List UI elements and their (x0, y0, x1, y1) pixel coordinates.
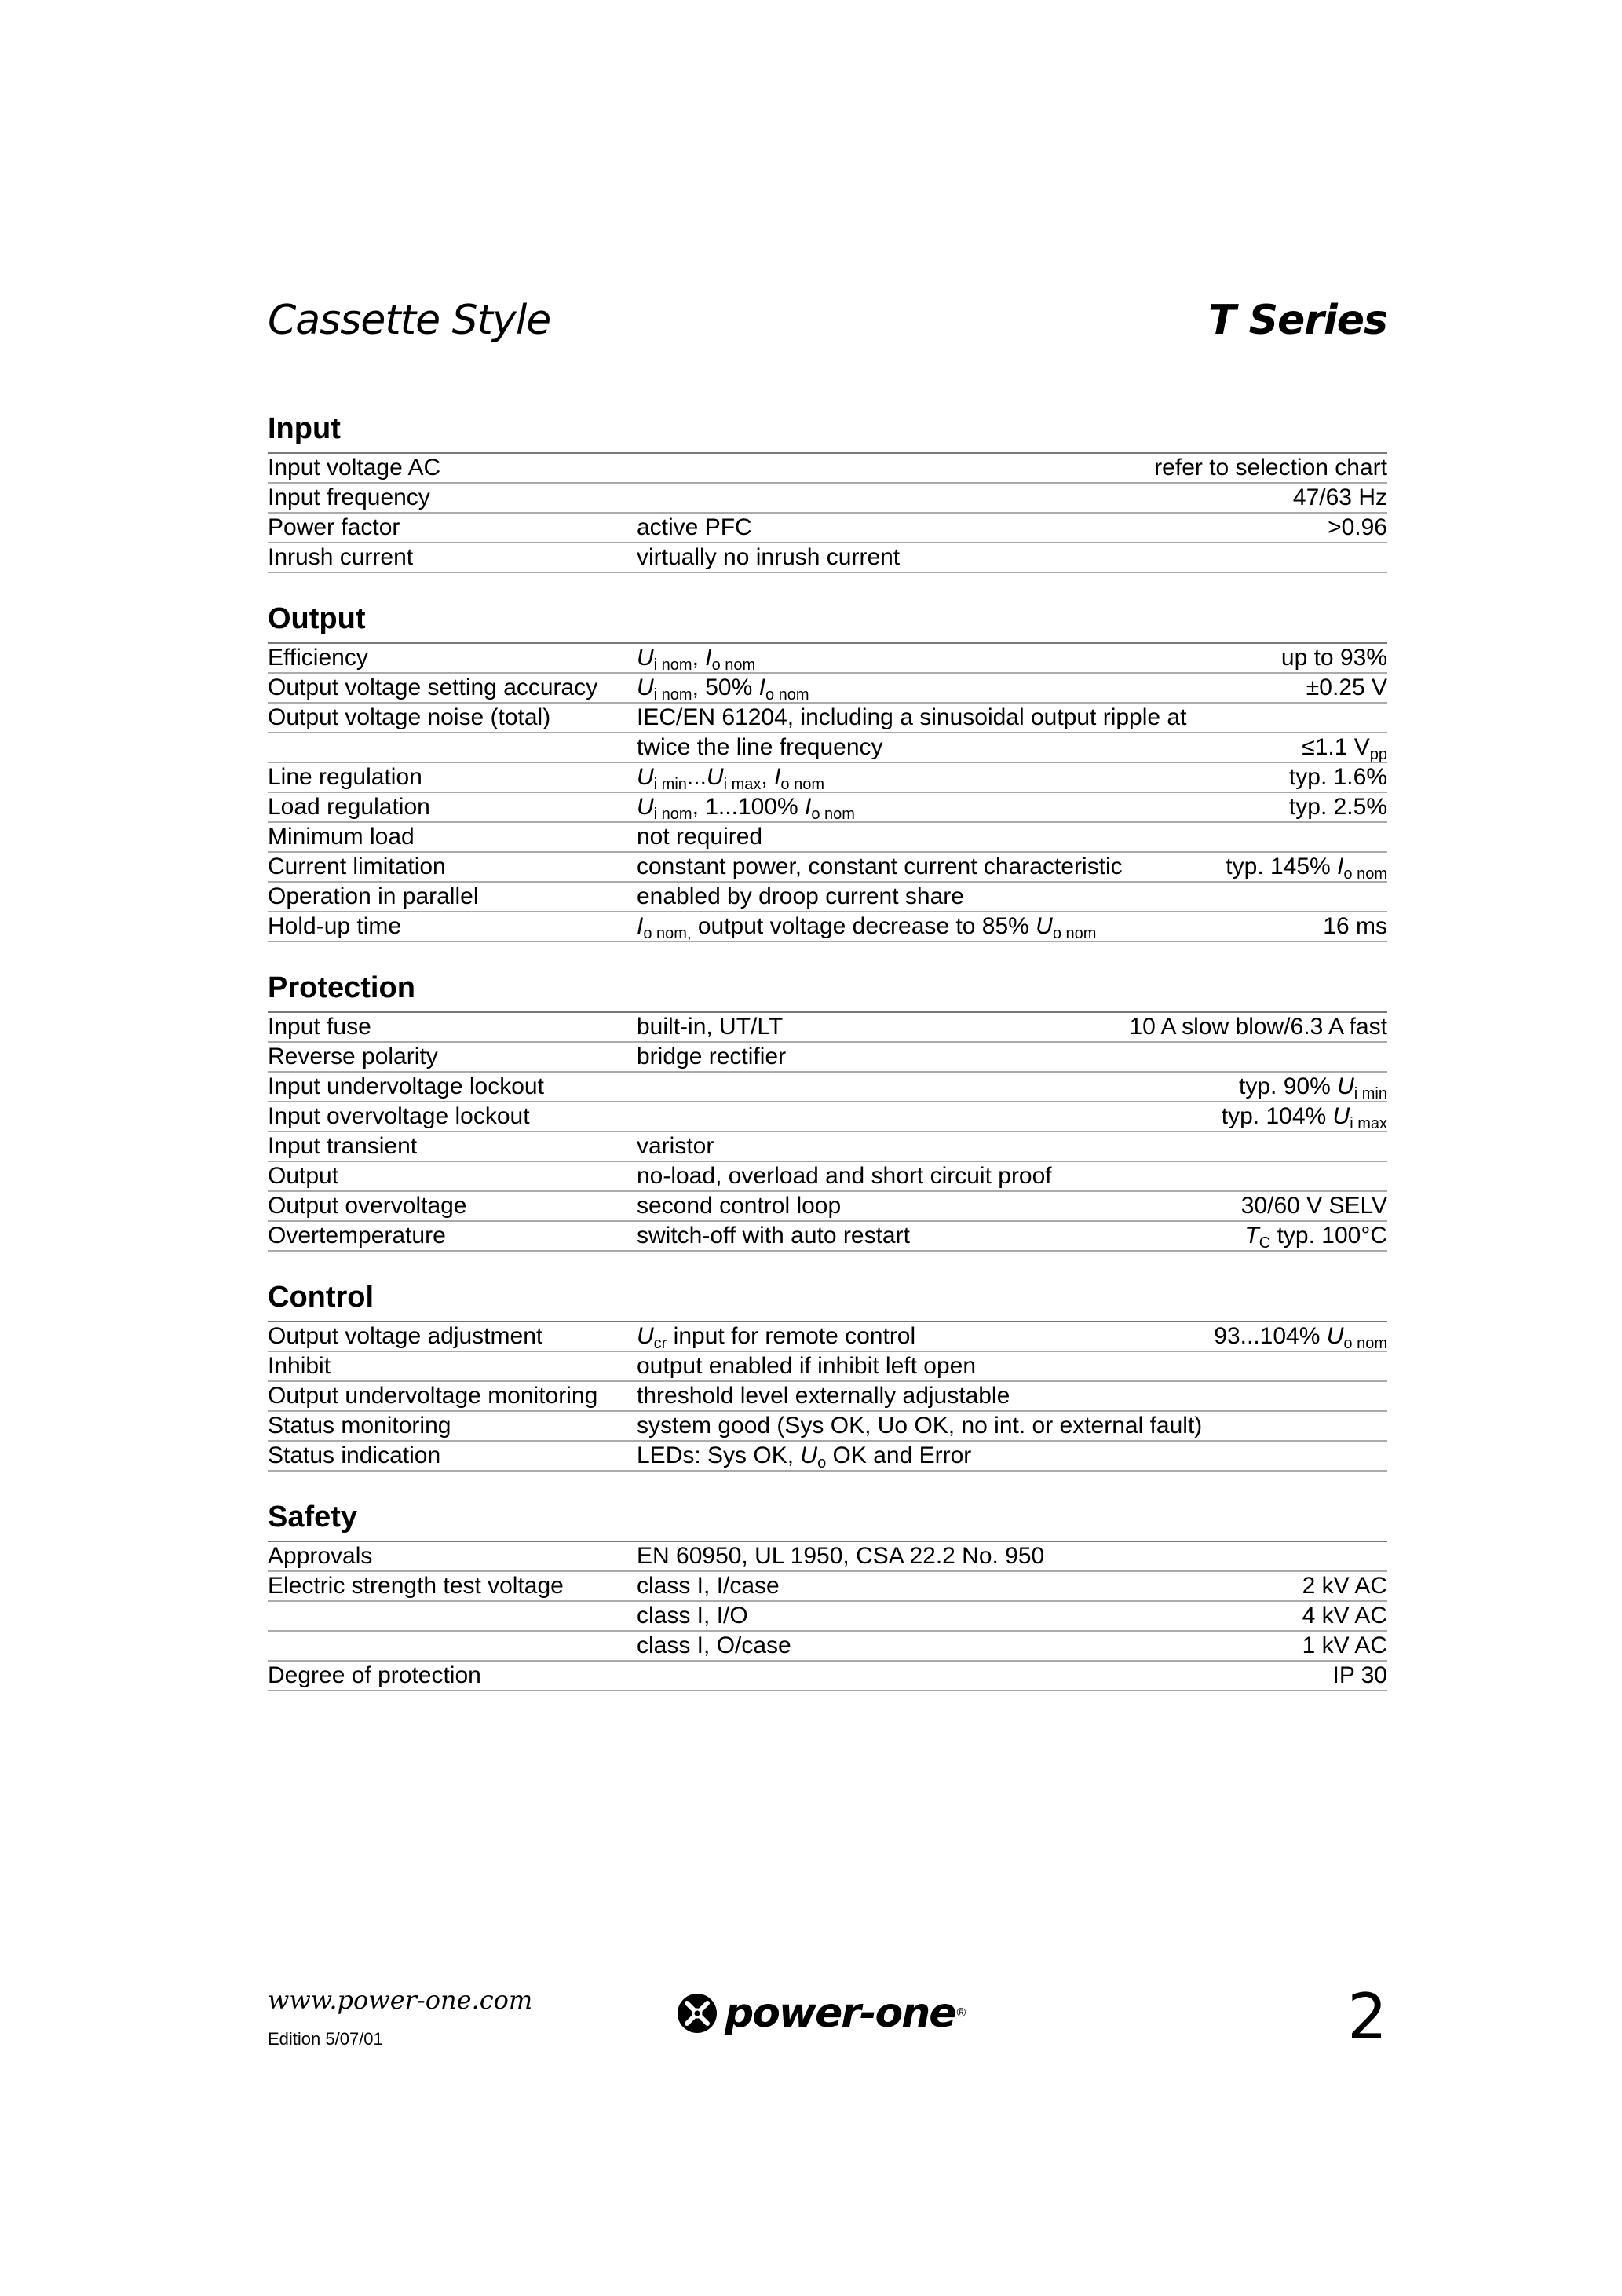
spec-value: 47/63 Hz (1292, 484, 1387, 510)
table-row (268, 1322, 1387, 1352)
section-protection (268, 964, 1387, 1252)
table-row (268, 1632, 1387, 1662)
spec-condition: EN 60950, UL 1950, CSA 22.2 No. 950 (637, 1543, 1045, 1569)
spec-table-control (268, 1321, 1387, 1472)
table-row (268, 454, 1387, 484)
spec-table-input (268, 452, 1387, 573)
spec-label: Input overvoltage lockout (268, 1103, 530, 1129)
spec-condition: active PFC (637, 514, 752, 540)
spec-value: up to 93% (1280, 645, 1387, 671)
table-row (268, 1602, 1387, 1632)
spec-value: ±0.25 V (1306, 675, 1387, 700)
table-row (268, 1542, 1387, 1572)
spec-value: typ. 2.5% (1288, 794, 1387, 820)
header-title-right: T Series (1208, 297, 1387, 344)
section-title-safety: Safety (268, 1501, 358, 1534)
spec-table-output (268, 642, 1387, 942)
table-row (268, 1382, 1387, 1412)
spec-value: $T_C$ typ. 100°C (1244, 1223, 1387, 1252)
spec-label: Electric strength test voltage (268, 1573, 564, 1599)
header-title-left: Cassette Style (268, 297, 551, 344)
table-row (268, 1442, 1387, 1472)
spec-value: 1 kV AC (1302, 1632, 1387, 1658)
spec-value: IP 30 (1332, 1662, 1387, 1688)
edition-text: Edition 5/07/01 (268, 2029, 383, 2049)
spec-label: Input voltage AC (268, 455, 441, 481)
spec-condition: threshold level externally adjustable (637, 1383, 1010, 1409)
spec-value: 30/60 V SELV (1240, 1193, 1387, 1219)
spec-condition: system good (Sys OK, Uo OK, no int. or external fault) (637, 1413, 1203, 1439)
spec-condition: no-load, overload and short circuit proof (637, 1163, 1052, 1189)
spec-value: 4 kV AC (1302, 1603, 1387, 1629)
spec-label: Inhibit (268, 1353, 331, 1379)
spec-label: Input frequency (268, 484, 430, 510)
section-input (268, 405, 1387, 573)
spec-value: 93...104% $U_{o nom}$ (1214, 1323, 1387, 1352)
table-row (268, 823, 1387, 853)
table-row (268, 1352, 1387, 1382)
table-row (268, 1572, 1387, 1602)
table-row (268, 1043, 1387, 1073)
spec-condition: class I, I/case (637, 1573, 780, 1599)
page-header (268, 297, 1387, 360)
spec-label: Degree of protection (268, 1662, 481, 1688)
section-output (268, 595, 1387, 942)
power-one-logo (676, 1988, 966, 2038)
spec-value: ≤1.1 $V_{pp}$ (1302, 734, 1387, 763)
spec-label: Operation in parallel (268, 883, 479, 909)
spec-condition: switch-off with auto restart (637, 1223, 910, 1249)
spec-label: Status monitoring (268, 1413, 451, 1439)
spec-label: Output (268, 1163, 339, 1189)
spec-label: Power factor (268, 514, 400, 540)
table-row (268, 704, 1387, 733)
spec-label: Line regulation (268, 764, 422, 790)
spec-condition: constant power, constant current characteristic (637, 854, 1123, 879)
spec-condition: IEC/EN 61204, including a sinusoidal output ripple at (637, 704, 1187, 730)
spec-label: Output undervoltage monitoring (268, 1383, 598, 1409)
table-row (268, 1192, 1387, 1222)
logo-wordmark: power-one (725, 1990, 955, 2037)
spec-condition: built-in, UT/LT (637, 1014, 784, 1040)
section-control (268, 1274, 1387, 1472)
spec-condition: $U_{i nom}$, 50% $I_{o nom}$ (637, 675, 809, 704)
table-row (268, 1132, 1387, 1162)
spec-label: Minimum load (268, 824, 415, 850)
spec-condition: $U_{i min}...U_{i max}$, $I_{o nom}$ (637, 764, 824, 793)
spec-label: Input undervoltage lockout (268, 1073, 544, 1099)
table-row (268, 543, 1387, 573)
spec-value: typ. 90% $U_{i min}$ (1239, 1073, 1387, 1102)
spec-condition: enabled by droop current share (637, 883, 964, 909)
spec-condition: $I_{o nom,}$ output voltage decrease to 85% $U_{o nom}$ (637, 913, 1097, 942)
spec-condition: varistor (637, 1133, 714, 1159)
section-title-protection: Protection (268, 971, 415, 1004)
table-row (268, 883, 1387, 912)
spec-condition: bridge rectifier (637, 1044, 787, 1069)
table-row (268, 1662, 1387, 1691)
table-row (268, 1013, 1387, 1043)
spec-label: Load regulation (268, 794, 430, 820)
spec-label: Status indication (268, 1442, 441, 1468)
table-row (268, 514, 1387, 543)
spec-value: >0.96 (1328, 514, 1387, 540)
page-footer (268, 1980, 1387, 2079)
table-row (268, 1102, 1387, 1132)
spec-condition: LEDs: Sys OK, $U_o$ OK and Error (637, 1442, 972, 1472)
table-row (268, 793, 1387, 823)
spec-table-protection (268, 1011, 1387, 1252)
table-row (268, 853, 1387, 883)
table-row (268, 1222, 1387, 1252)
section-title-input: Input (268, 412, 341, 445)
spec-value: 10 A slow blow/6.3 A fast (1129, 1014, 1387, 1040)
spec-label: Hold-up time (268, 913, 402, 939)
spec-label: Inrush current (268, 544, 414, 570)
spec-condition: class I, I/O (637, 1603, 748, 1629)
spec-value: 16 ms (1323, 913, 1387, 939)
spec-value: refer to selection chart (1154, 455, 1387, 481)
spec-label: Reverse polarity (268, 1044, 438, 1069)
section-title-output: Output (268, 602, 366, 635)
spec-condition: $U_{i nom}$, $I_{o nom}$ (637, 645, 756, 674)
table-row (268, 733, 1387, 763)
table-row (268, 674, 1387, 704)
spec-condition: class I, O/case (637, 1632, 791, 1658)
spec-label: Output overvoltage (268, 1193, 467, 1219)
spec-condition: output enabled if inhibit left open (637, 1353, 976, 1379)
table-row (268, 1162, 1387, 1192)
spec-condition: virtually no inrush current (637, 544, 901, 570)
table-row (268, 484, 1387, 514)
spec-label: Overtemperature (268, 1223, 446, 1249)
spec-label: Input transient (268, 1133, 418, 1159)
spec-table-safety (268, 1541, 1387, 1691)
spec-value: typ. 1.6% (1288, 764, 1387, 790)
spec-label: Input fuse (268, 1014, 371, 1040)
spec-value: typ. 145% $I_{o nom}$ (1226, 854, 1387, 883)
spec-condition: $U_{cr}$ input for remote control (637, 1323, 916, 1352)
table-row (268, 1073, 1387, 1102)
section-safety (268, 1493, 1387, 1691)
spec-value: typ. 104% $U_{i max}$ (1221, 1103, 1387, 1132)
table-row (268, 912, 1387, 942)
table-row (268, 644, 1387, 674)
spec-content (268, 405, 1387, 1691)
page-number: 2 (1347, 1980, 1387, 2053)
spec-label: Approvals (268, 1543, 373, 1569)
power-one-logo-icon (676, 1992, 718, 2035)
spec-label: Efficiency (268, 645, 368, 671)
table-row (268, 1412, 1387, 1442)
spec-label: Output voltage adjustment (268, 1323, 543, 1349)
spec-label: Current limitation (268, 854, 446, 879)
table-row (268, 763, 1387, 793)
spec-condition: not required (637, 824, 763, 850)
spec-label: Output voltage noise (total) (268, 704, 551, 730)
website-link[interactable]: www.power-one.com (268, 1985, 533, 2015)
registered-mark: ® (956, 2006, 966, 2020)
spec-condition: $U_{i nom}$, 1...100% $I_{o nom}$ (637, 794, 855, 823)
spec-condition: twice the line frequency (637, 734, 883, 760)
spec-value: 2 kV AC (1302, 1573, 1387, 1599)
spec-condition: second control loop (637, 1193, 842, 1219)
spec-label: Output voltage setting accuracy (268, 675, 598, 700)
section-title-control: Control (268, 1281, 374, 1314)
